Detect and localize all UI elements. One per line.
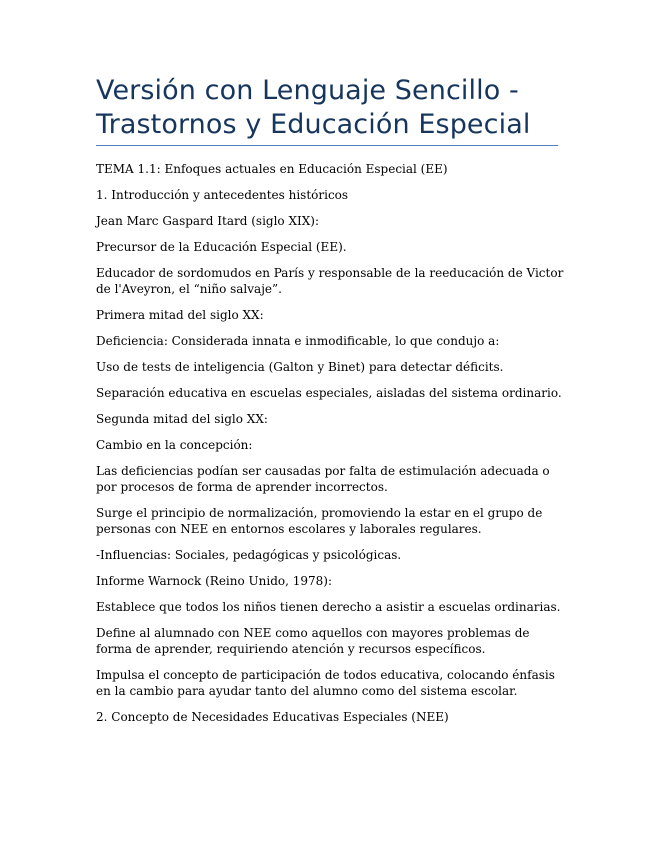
document-body — [96, 161, 564, 735]
paragraph: Separación educativa en escuelas especiales, aisladas del sistema ordinario. — [96, 386, 562, 400]
paragraph: -Influencias: Sociales, pedagógicas y psicológicas. — [96, 548, 402, 562]
paragraph: Jean Marc Gaspard Itard (siglo XIX): — [96, 214, 320, 228]
paragraph: Educador de sordomudos en París y responsable de la reeducación de Victor de l'Aveyron, el “niño salvaje”. — [96, 266, 564, 296]
paragraph: Informe Warnock (Reino Unido, 1978): — [96, 574, 333, 588]
paragraph: Deficiencia: Considerada innata e inmodificable, lo que condujo a: — [96, 334, 500, 348]
paragraph-topic-heading: TEMA 1.1: Enfoques actuales en Educación Especial (EE) — [96, 162, 448, 176]
paragraph: Establece que todos los niños tienen derecho a asistir a escuelas ordinarias. — [96, 600, 561, 614]
paragraph: Surge el principio de normalización, promoviendo la estar en el grupo de personas con NEE en entornos escolares y laborales regulares. — [96, 506, 543, 536]
paragraph: Segunda mitad del siglo XX: — [96, 412, 268, 426]
paragraph: Uso de tests de inteligencia (Galton y Binet) para detectar déficits. — [96, 360, 504, 374]
title-underline-rule — [96, 145, 558, 146]
paragraph: Primera mitad del siglo XX: — [96, 308, 264, 322]
paragraph-section-heading: 1. Introducción y antecedentes históricos — [96, 188, 349, 202]
paragraph-section-heading: 2. Concepto de Necesidades Educativas Especiales (NEE) — [96, 710, 449, 724]
paragraph: Impulsa el concepto de participación de todos educativa, colocando énfasis en la cambio para ayudar tanto del alumno como del sistema escolar. — [96, 668, 555, 698]
document-title: Versión con Lenguaje Sencillo - Trastornos y Educación Especial — [96, 75, 531, 140]
paragraph: Define al alumnado con NEE como aquellos con mayores problemas de forma de aprender, requiriendo atención y recursos específicos. — [96, 626, 530, 656]
paragraph: Precursor de la Educación Especial (EE). — [96, 240, 347, 254]
paragraph: Cambio en la concepción: — [96, 438, 253, 452]
paragraph: Las deficiencias podían ser causadas por falta de estimulación adecuada o por procesos de forma de aprender incorrectos. — [96, 464, 550, 494]
